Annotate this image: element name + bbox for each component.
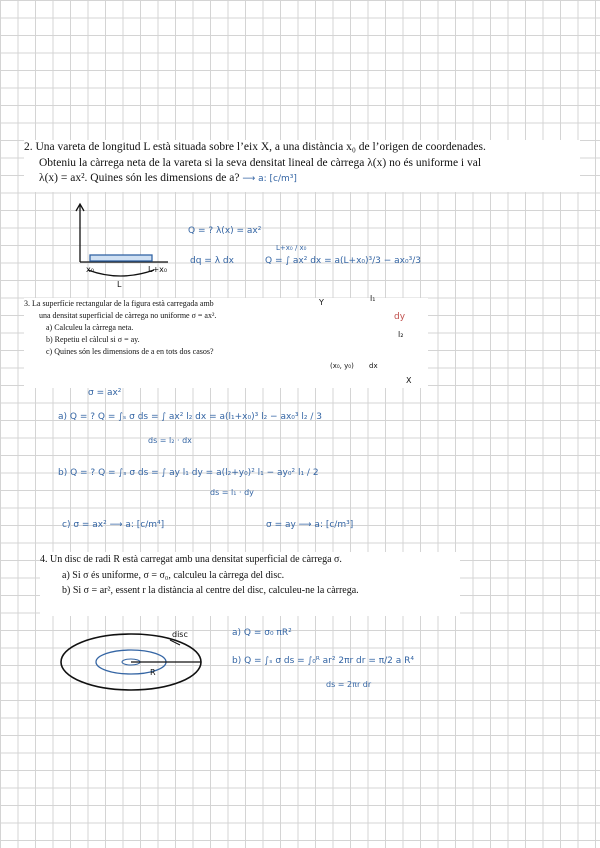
problem-2-line-3: λ(x) = ax². Quines són les dimensions de a? ⟶ a: [c/m³] [39, 172, 297, 184]
note-integral: Q = ∫ ax² dx = a(L+x₀)³/3 − ax₀³/3 [265, 256, 421, 266]
solution-3c-part1: c) σ = ax² ⟶ a: [c/m⁴] [62, 520, 165, 530]
label-l2: l₂ [398, 330, 404, 339]
ds-3b: ds = l₁ · dy [210, 488, 254, 497]
solution-4b: b) Q = ∫ₛ σ ds = ∫₀ᴿ ar² 2πr dr = π/2 a R⁴ [232, 656, 415, 666]
problem-4-line-1: 4. Un disc de radi R està carregat amb una densitat superficial de càrrega σ. [40, 554, 342, 565]
ds-4b: ds = 2πr dr [326, 680, 372, 689]
problem-3-item-b: b) Repetiu el càlcul si σ = ay. [46, 335, 140, 344]
problem-2-line-2: Obteniu la càrrega neta de la vareta si la seva densitat lineal de càrrega λ(x) no és uniforme i val [39, 156, 482, 169]
problem-3-statement [24, 298, 428, 388]
label-radius: R [150, 668, 156, 677]
note-dq: dq = λ dx [190, 256, 234, 266]
problem-4-item-b: b) Si σ = ar², essent r la distància al centre del disc, calculeu-ne la càrrega. [62, 585, 359, 596]
label-l1: l₁ [370, 294, 376, 303]
problem-3-item-a: a) Calculeu la càrrega neta. [46, 323, 134, 332]
problem-2-line-1: 2. Una vareta de longitud L està situada sobre l’eix X, a una distància x₀ de l’origen de coordenades. [24, 141, 486, 153]
label-L: L [117, 280, 122, 289]
label-dy: dy [394, 312, 406, 322]
problem-3-line-1: 3. La superfície rectangular de la figura està carregada amb [24, 299, 214, 308]
solution-3c-part2: σ = ay ⟶ a: [c/m³] [266, 520, 354, 530]
label-dx: dx [369, 362, 378, 370]
sigma-note: σ = ax² [88, 388, 122, 398]
label-corner: (x₀, y₀) [330, 362, 354, 370]
axis-y-label: Y [319, 298, 324, 307]
solution-3a: a) Q = ? Q = ∫ₛ σ ds = ∫ ax² l₂ dx = a(l₁+x₀)³ l₂ − ax₀³ l₂ / 3 [58, 412, 322, 422]
label-x0: x₀ [86, 265, 94, 274]
solution-3b: b) Q = ? Q = ∫ₛ σ ds = ∫ ay l₁ dy = a(l₂+y₀)² l₁ − ay₀² l₁ / 2 [58, 468, 319, 478]
note-q-lambda: Q = ? λ(x) = ax² [188, 226, 262, 236]
problem-4-item-a: a) Si σ és uniforme, σ = σ₀, calculeu la càrrega del disc. [62, 569, 285, 581]
label-disc: disc [172, 630, 188, 639]
problem-4-statement [40, 552, 460, 616]
problem-2-dimension-answer: a: [c/m³] [258, 174, 297, 184]
note-limits: L+x₀ / x₀ [276, 244, 307, 252]
label-x0-plus-L: L+x₀ [148, 265, 168, 274]
problem-3-line-2: una densitat superficial de càrrega no uniforme σ = ax². [39, 311, 217, 320]
problem-3-item-c: c) Quines són les dimensions de a en tots dos casos? [46, 347, 214, 356]
solution-4a: a) Q = σ₀ πR² [232, 628, 292, 638]
ds-3a: ds = l₂ · dx [148, 436, 192, 445]
axis-x-label: X [406, 376, 412, 385]
disc-sketch [61, 634, 201, 690]
